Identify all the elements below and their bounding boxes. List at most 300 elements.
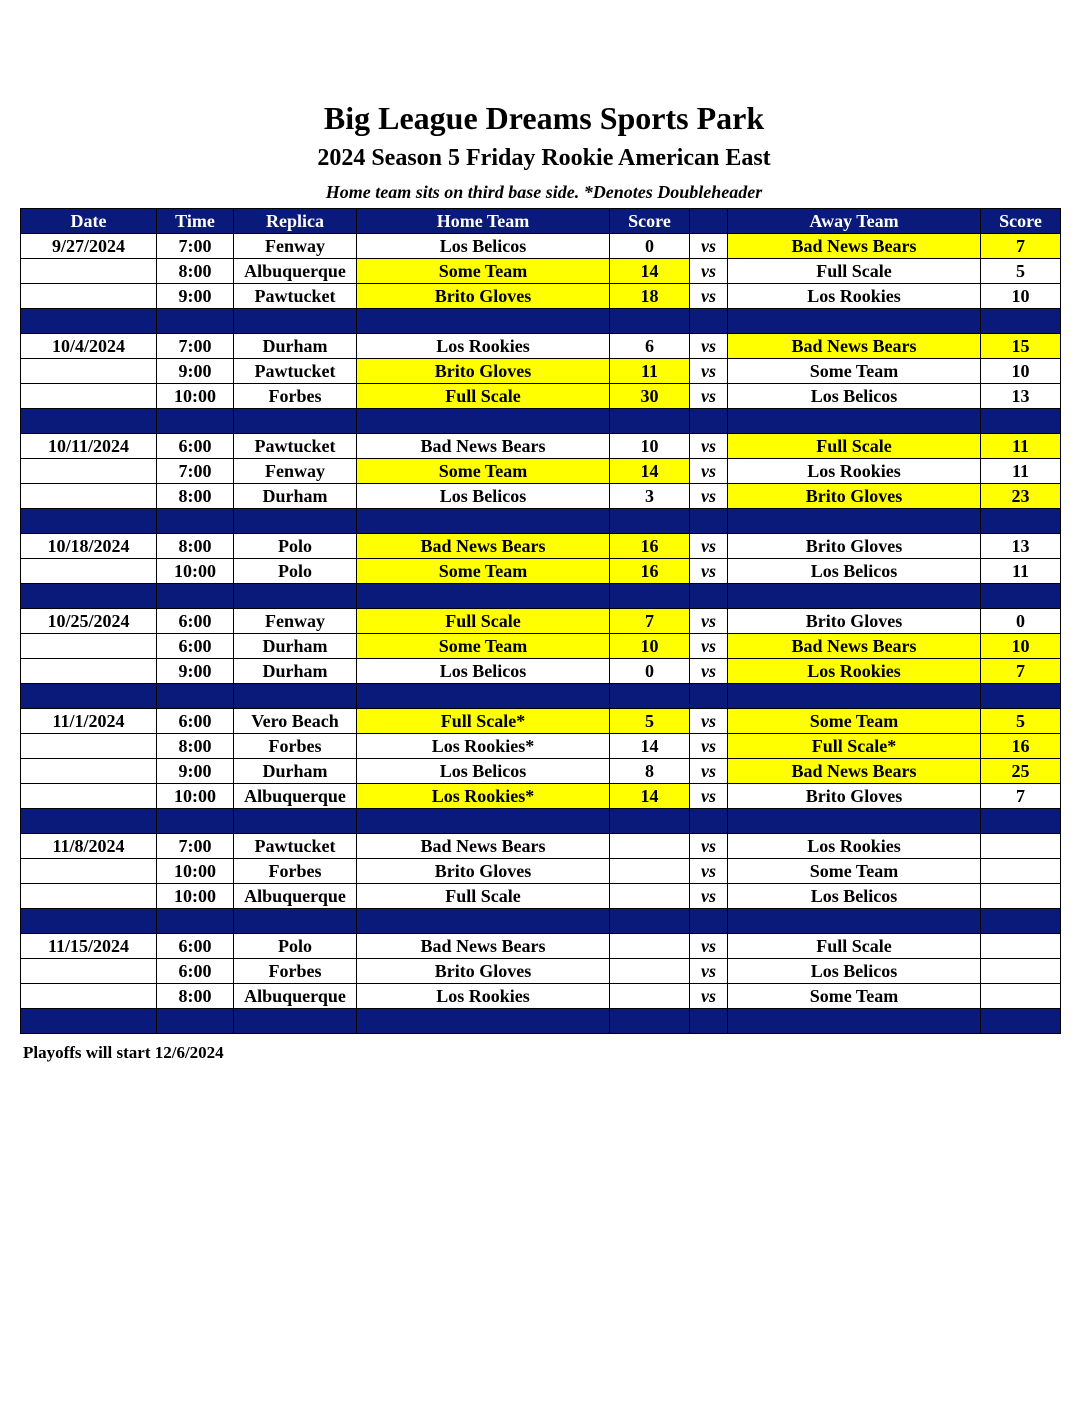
away-score: 5 xyxy=(981,709,1061,734)
home-score: 14 xyxy=(610,259,690,284)
header-vs xyxy=(690,209,728,234)
game-row xyxy=(21,284,1061,309)
week-separator-row xyxy=(21,509,1061,534)
header-row xyxy=(21,209,1061,234)
away-team: Los Belicos xyxy=(728,559,981,584)
separator-cell xyxy=(234,909,357,934)
separator-cell xyxy=(234,409,357,434)
game-row xyxy=(21,359,1061,384)
game-time: 10:00 xyxy=(157,884,234,909)
game-row xyxy=(21,259,1061,284)
separator-cell xyxy=(234,584,357,609)
header-time: Time xyxy=(157,209,234,234)
separator-cell xyxy=(157,584,234,609)
away-score: 16 xyxy=(981,734,1061,759)
page-title: Big League Dreams Sports Park xyxy=(323,100,765,136)
home-score: 8 xyxy=(610,759,690,784)
game-time: 7:00 xyxy=(157,234,234,259)
game-date: 10/25/2024 xyxy=(21,609,157,634)
separator-cell xyxy=(357,809,610,834)
home-score: 30 xyxy=(610,384,690,409)
away-team: Bad News Bears xyxy=(728,759,981,784)
home-team: Brito Gloves xyxy=(357,859,610,884)
game-replica: Pawtucket xyxy=(234,284,357,309)
home-score: 0 xyxy=(610,659,690,684)
home-team: Brito Gloves xyxy=(357,284,610,309)
header-away-score: Score xyxy=(981,209,1061,234)
game-row xyxy=(21,234,1061,259)
vs-label: vs xyxy=(690,234,728,259)
home-team: Los Belicos xyxy=(357,659,610,684)
game-time: 6:00 xyxy=(157,634,234,659)
home-score: 11 xyxy=(610,359,690,384)
vs-label: vs xyxy=(690,334,728,359)
separator-cell xyxy=(728,684,981,709)
separator-cell xyxy=(21,309,157,334)
game-date xyxy=(21,784,157,809)
game-replica: Durham xyxy=(234,484,357,509)
away-team: Los Rookies xyxy=(728,284,981,309)
game-date: 11/15/2024 xyxy=(21,934,157,959)
game-date xyxy=(21,259,157,284)
game-date xyxy=(21,459,157,484)
header-home-team: Home Team xyxy=(357,209,610,234)
game-time: 6:00 xyxy=(157,609,234,634)
separator-cell xyxy=(610,1009,690,1034)
home-team: Brito Gloves xyxy=(357,359,610,384)
vs-label: vs xyxy=(690,434,728,459)
home-team: Los Belicos xyxy=(357,484,610,509)
game-date xyxy=(21,559,157,584)
game-date xyxy=(21,284,157,309)
game-time: 10:00 xyxy=(157,384,234,409)
game-row xyxy=(21,834,1061,859)
separator-cell xyxy=(728,809,981,834)
vs-label: vs xyxy=(690,609,728,634)
vs-label: vs xyxy=(690,859,728,884)
game-row xyxy=(21,984,1061,1009)
home-team: Bad News Bears xyxy=(357,834,610,859)
game-replica: Pawtucket xyxy=(234,834,357,859)
separator-cell xyxy=(357,584,610,609)
vs-label: vs xyxy=(690,359,728,384)
away-score: 10 xyxy=(981,634,1061,659)
separator-cell xyxy=(157,809,234,834)
away-team: Some Team xyxy=(728,359,981,384)
separator-cell xyxy=(357,1009,610,1034)
game-time: 9:00 xyxy=(157,359,234,384)
away-team: Full Scale xyxy=(728,259,981,284)
game-time: 8:00 xyxy=(157,534,234,559)
week-separator-row xyxy=(21,309,1061,334)
game-time: 7:00 xyxy=(157,834,234,859)
away-team: Los Rookies xyxy=(728,659,981,684)
home-team: Los Belicos xyxy=(357,234,610,259)
game-date xyxy=(21,884,157,909)
home-team: Full Scale xyxy=(357,609,610,634)
vs-label: vs xyxy=(690,884,728,909)
header-date: Date xyxy=(21,209,157,234)
game-date: 9/27/2024 xyxy=(21,234,157,259)
home-team: Bad News Bears xyxy=(357,534,610,559)
separator-cell xyxy=(234,509,357,534)
game-replica: Forbes xyxy=(234,859,357,884)
home-team: Some Team xyxy=(357,559,610,584)
separator-cell xyxy=(357,909,610,934)
separator-cell xyxy=(728,309,981,334)
away-team: Full Scale xyxy=(728,434,981,459)
away-score: 11 xyxy=(981,459,1061,484)
game-time: 6:00 xyxy=(157,434,234,459)
away-score: 13 xyxy=(981,384,1061,409)
away-team: Bad News Bears xyxy=(728,634,981,659)
home-score xyxy=(610,859,690,884)
home-team: Bad News Bears xyxy=(357,934,610,959)
separator-cell xyxy=(981,909,1061,934)
separator-cell xyxy=(21,909,157,934)
separator-cell xyxy=(610,809,690,834)
game-replica: Polo xyxy=(234,559,357,584)
home-score: 7 xyxy=(610,609,690,634)
away-score: 10 xyxy=(981,284,1061,309)
game-date xyxy=(21,359,157,384)
home-score: 16 xyxy=(610,534,690,559)
away-score xyxy=(981,934,1061,959)
home-team: Full Scale* xyxy=(357,709,610,734)
home-team: Bad News Bears xyxy=(357,434,610,459)
home-team: Brito Gloves xyxy=(357,959,610,984)
separator-cell xyxy=(157,309,234,334)
home-team: Full Scale xyxy=(357,884,610,909)
away-team: Some Team xyxy=(728,859,981,884)
vs-label: vs xyxy=(690,259,728,284)
game-time: 8:00 xyxy=(157,259,234,284)
home-team: Some Team xyxy=(357,259,610,284)
game-time: 6:00 xyxy=(157,709,234,734)
away-score: 15 xyxy=(981,334,1061,359)
game-time: 6:00 xyxy=(157,959,234,984)
separator-cell xyxy=(21,584,157,609)
game-date xyxy=(21,484,157,509)
away-score: 10 xyxy=(981,359,1061,384)
week-separator-row xyxy=(21,584,1061,609)
game-row xyxy=(21,484,1061,509)
game-replica: Polo xyxy=(234,534,357,559)
separator-cell xyxy=(981,809,1061,834)
away-score xyxy=(981,959,1061,984)
vs-label: vs xyxy=(690,534,728,559)
home-score xyxy=(610,834,690,859)
game-date: 10/4/2024 xyxy=(21,334,157,359)
away-team: Brito Gloves xyxy=(728,784,981,809)
game-row xyxy=(21,534,1061,559)
vs-label: vs xyxy=(690,934,728,959)
vs-label: vs xyxy=(690,959,728,984)
separator-cell xyxy=(357,309,610,334)
away-score: 23 xyxy=(981,484,1061,509)
away-team: Full Scale xyxy=(728,934,981,959)
game-date xyxy=(21,759,157,784)
game-row xyxy=(21,759,1061,784)
game-row xyxy=(21,334,1061,359)
game-row xyxy=(21,959,1061,984)
game-replica: Albuquerque xyxy=(234,884,357,909)
home-score: 10 xyxy=(610,634,690,659)
vs-label: vs xyxy=(690,284,728,309)
separator-cell xyxy=(690,409,728,434)
home-score: 3 xyxy=(610,484,690,509)
game-replica: Forbes xyxy=(234,384,357,409)
game-row xyxy=(21,784,1061,809)
game-date xyxy=(21,859,157,884)
game-date: 10/18/2024 xyxy=(21,534,157,559)
home-score: 16 xyxy=(610,559,690,584)
separator-cell xyxy=(728,509,981,534)
vs-label: vs xyxy=(690,784,728,809)
game-row xyxy=(21,459,1061,484)
game-replica: Pawtucket xyxy=(234,359,357,384)
separator-cell xyxy=(357,409,610,434)
game-date: 11/8/2024 xyxy=(21,834,157,859)
game-time: 7:00 xyxy=(157,334,234,359)
game-row xyxy=(21,634,1061,659)
game-replica: Fenway xyxy=(234,609,357,634)
home-team: Some Team xyxy=(357,459,610,484)
game-replica: Pawtucket xyxy=(234,434,357,459)
header-replica: Replica xyxy=(234,209,357,234)
home-score: 14 xyxy=(610,459,690,484)
vs-label: vs xyxy=(690,834,728,859)
home-team: Los Rookies xyxy=(357,984,610,1009)
game-date xyxy=(21,659,157,684)
away-score: 7 xyxy=(981,234,1061,259)
separator-cell xyxy=(157,684,234,709)
home-score xyxy=(610,959,690,984)
home-team: Some Team xyxy=(357,634,610,659)
away-team: Bad News Bears xyxy=(728,234,981,259)
separator-cell xyxy=(157,409,234,434)
page-subtitle: 2024 Season 5 Friday Rookie American East xyxy=(317,145,771,171)
away-team: Bad News Bears xyxy=(728,334,981,359)
game-date xyxy=(21,384,157,409)
game-date: 10/11/2024 xyxy=(21,434,157,459)
game-row xyxy=(21,559,1061,584)
separator-cell xyxy=(610,684,690,709)
away-team: Some Team xyxy=(728,709,981,734)
vs-label: vs xyxy=(690,484,728,509)
separator-cell xyxy=(357,509,610,534)
separator-cell xyxy=(357,684,610,709)
week-separator-row xyxy=(21,684,1061,709)
game-row xyxy=(21,434,1061,459)
away-score: 5 xyxy=(981,259,1061,284)
game-replica: Durham xyxy=(234,334,357,359)
game-row xyxy=(21,884,1061,909)
home-score xyxy=(610,884,690,909)
away-score: 11 xyxy=(981,559,1061,584)
separator-cell xyxy=(690,309,728,334)
separator-cell xyxy=(690,684,728,709)
separator-cell xyxy=(21,684,157,709)
playoffs-note: Playoffs will start 12/6/2024 xyxy=(23,1043,224,1062)
vs-label: vs xyxy=(690,634,728,659)
separator-cell xyxy=(981,509,1061,534)
home-team: Los Rookies* xyxy=(357,784,610,809)
game-replica: Polo xyxy=(234,934,357,959)
separator-cell xyxy=(690,584,728,609)
game-time: 8:00 xyxy=(157,984,234,1009)
home-team: Los Belicos xyxy=(357,759,610,784)
vs-label: vs xyxy=(690,984,728,1009)
game-time: 10:00 xyxy=(157,859,234,884)
separator-cell xyxy=(157,1009,234,1034)
game-time: 6:00 xyxy=(157,934,234,959)
vs-label: vs xyxy=(690,759,728,784)
separator-cell xyxy=(234,309,357,334)
home-score: 18 xyxy=(610,284,690,309)
game-date xyxy=(21,734,157,759)
separator-cell xyxy=(610,584,690,609)
separator-cell xyxy=(234,1009,357,1034)
away-score xyxy=(981,859,1061,884)
game-row xyxy=(21,384,1061,409)
separator-cell xyxy=(21,1009,157,1034)
game-replica: Albuquerque xyxy=(234,259,357,284)
home-score: 6 xyxy=(610,334,690,359)
away-team: Brito Gloves xyxy=(728,609,981,634)
game-time: 9:00 xyxy=(157,284,234,309)
game-date xyxy=(21,984,157,1009)
away-team: Los Belicos xyxy=(728,384,981,409)
game-time: 8:00 xyxy=(157,734,234,759)
vs-label: vs xyxy=(690,659,728,684)
away-team: Los Rookies xyxy=(728,459,981,484)
schedule-table xyxy=(20,208,1061,1034)
separator-cell xyxy=(234,809,357,834)
separator-cell xyxy=(21,409,157,434)
week-separator-row xyxy=(21,409,1061,434)
vs-label: vs xyxy=(690,384,728,409)
game-row xyxy=(21,609,1061,634)
separator-cell xyxy=(690,809,728,834)
separator-cell xyxy=(610,509,690,534)
away-score xyxy=(981,884,1061,909)
separator-cell xyxy=(21,509,157,534)
separator-cell xyxy=(728,409,981,434)
separator-cell xyxy=(610,909,690,934)
game-replica: Durham xyxy=(234,759,357,784)
separator-cell xyxy=(157,909,234,934)
vs-label: vs xyxy=(690,709,728,734)
separator-cell xyxy=(981,1009,1061,1034)
separator-cell xyxy=(690,1009,728,1034)
separator-cell xyxy=(728,584,981,609)
separator-cell xyxy=(610,309,690,334)
home-score xyxy=(610,934,690,959)
game-row xyxy=(21,659,1061,684)
header-home-score: Score xyxy=(610,209,690,234)
game-row xyxy=(21,859,1061,884)
vs-label: vs xyxy=(690,559,728,584)
week-separator-row xyxy=(21,909,1061,934)
home-score xyxy=(610,984,690,1009)
separator-cell xyxy=(21,809,157,834)
home-score: 14 xyxy=(610,784,690,809)
game-date xyxy=(21,634,157,659)
away-team: Los Belicos xyxy=(728,959,981,984)
away-team: Some Team xyxy=(728,984,981,1009)
away-score: 25 xyxy=(981,759,1061,784)
game-replica: Vero Beach xyxy=(234,709,357,734)
game-replica: Albuquerque xyxy=(234,984,357,1009)
separator-cell xyxy=(690,909,728,934)
week-separator-row xyxy=(21,809,1061,834)
game-time: 7:00 xyxy=(157,459,234,484)
home-team: Los Rookies* xyxy=(357,734,610,759)
game-time: 9:00 xyxy=(157,659,234,684)
game-replica: Albuquerque xyxy=(234,784,357,809)
game-row xyxy=(21,709,1061,734)
schedule-body xyxy=(21,234,1061,1034)
home-score: 14 xyxy=(610,734,690,759)
away-score xyxy=(981,834,1061,859)
away-score: 11 xyxy=(981,434,1061,459)
game-replica: Forbes xyxy=(234,959,357,984)
separator-cell xyxy=(981,409,1061,434)
game-time: 8:00 xyxy=(157,484,234,509)
separator-cell xyxy=(234,684,357,709)
home-team: Full Scale xyxy=(357,384,610,409)
separator-cell xyxy=(690,509,728,534)
game-replica: Fenway xyxy=(234,234,357,259)
home-score: 5 xyxy=(610,709,690,734)
schedule-note: Home team sits on third base side. *Denotes Doubleheader xyxy=(325,182,763,202)
game-replica: Fenway xyxy=(234,459,357,484)
separator-cell xyxy=(728,909,981,934)
separator-cell xyxy=(981,309,1061,334)
game-time: 10:00 xyxy=(157,784,234,809)
game-row xyxy=(21,934,1061,959)
home-team: Los Rookies xyxy=(357,334,610,359)
home-score: 10 xyxy=(610,434,690,459)
game-date xyxy=(21,959,157,984)
vs-label: vs xyxy=(690,459,728,484)
vs-label: vs xyxy=(690,734,728,759)
away-score: 7 xyxy=(981,659,1061,684)
away-score xyxy=(981,984,1061,1009)
away-team: Brito Gloves xyxy=(728,534,981,559)
away-team: Brito Gloves xyxy=(728,484,981,509)
game-time: 9:00 xyxy=(157,759,234,784)
game-date: 11/1/2024 xyxy=(21,709,157,734)
game-replica: Durham xyxy=(234,634,357,659)
away-score: 7 xyxy=(981,784,1061,809)
separator-cell xyxy=(981,584,1061,609)
away-team: Los Rookies xyxy=(728,834,981,859)
separator-cell xyxy=(728,1009,981,1034)
game-time: 10:00 xyxy=(157,559,234,584)
week-separator-row xyxy=(21,1009,1061,1034)
away-team: Los Belicos xyxy=(728,884,981,909)
home-score: 0 xyxy=(610,234,690,259)
separator-cell xyxy=(610,409,690,434)
separator-cell xyxy=(981,684,1061,709)
game-row xyxy=(21,734,1061,759)
separator-cell xyxy=(157,509,234,534)
header-away-team: Away Team xyxy=(728,209,981,234)
away-score: 13 xyxy=(981,534,1061,559)
game-replica: Durham xyxy=(234,659,357,684)
